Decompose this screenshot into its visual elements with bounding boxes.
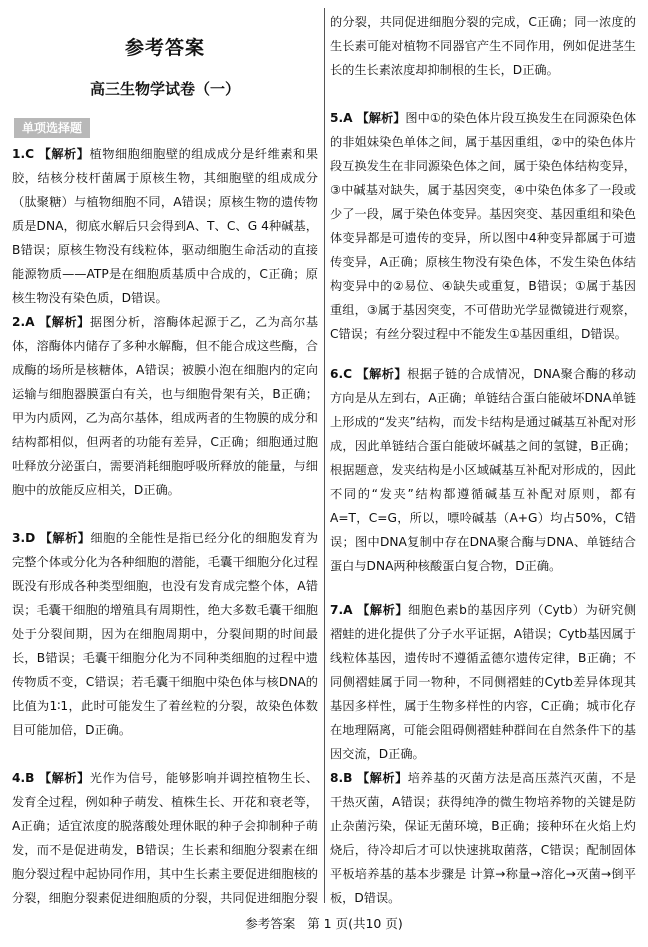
explanation-text: 植物细胞细胞壁的组成成分是纤维素和果胶，结核分枝杆菌属于原核生物，其细胞壁的组成成分（肽聚糖）与植物细胞不同，A错误；原核生物的遗传物质是DNA，彻底水解后只会得到A、T、C、G 4种碱基，B错误；原核生物没有线粒体，驱动细胞生命活动的直接能源物质——ATP是在细胞质基质中合成的，C正确；原核生物没有染色质，D错误。 <box>12 147 319 305</box>
explanation-text-continued: 的分裂，共同促进细胞分裂的完成，C正确；同一浓度的生长素可能对植物不同器官产生不同作用，例如促进茎生长的生长素浓度却抑制根的生长，D正确。 <box>330 15 636 77</box>
question-7: 7.A 【解析】细胞色素b的基因序列（Cytb）为研究侧褶蛙的进化提供了分子水平证据，A错误；Cytb基因属于线粒体基因，遗传时不遵循孟德尔遗传定律，B正确；不同侧褶蛙属于同一物种，不同侧褶蛙的Cytb差异体现其基因多样性，属于生物多样性的内容，C正确；城市化存在地理隔离，可能会阻碍侧褶蛙种群间在自然条件下的基因交流，D正确。 <box>330 603 637 761</box>
explanation-text: 据图分析，溶酶体起源于乙，乙为高尔基体，溶酶体内储存了多种水解酶，但不能合成这些酶，合成酶的场所是核糖体，A错误；被膜小泡在细胞内的定向运输与细胞器膜蛋白有关，也与细胞骨架有关，B正确；甲为内质网，乙为高尔基体，组成两者的生物膜的成分和结构都相似，但两者的功能有差异，C正确；细胞通过胞吐释放分泌蛋白，需要消耗细胞呼吸所释放的能量，与细胞中的放能反应相关，D正确。 <box>12 315 319 497</box>
question-8: 8.B 【解析】培养基的灭菌方法是高压蒸汽灭菌，不是干热灭菌，A错误；获得纯净的微生物培养物的关键是防止杂菌污染，保证无菌环境，B正确；接种环在火焰上灼烧后，待冷却后才可以快速挑取菌落，C错误；配制固体平板培养基的基本步骤是 计算→称量→溶化→灭菌→倒平板，D错误。 <box>330 771 637 905</box>
exam-subtitle: 高三生物学试卷（一） <box>89 80 240 98</box>
explanation-text: 培养基的灭菌方法是高压蒸汽灭菌，不是干热灭菌，A错误；获得纯净的微生物培养物的关键是防止杂菌污染，保证无菌环境，B正确；接种环在火焰上灼烧后，待冷却后才可以快速挑取菌落，C错误；配制固体平板培养基的基本步骤是 计算→称量→溶化→灭菌→倒平板，D错误。 <box>330 771 637 905</box>
question-3: 3.D 【解析】细胞的全能性是指已经分化的细胞发育为完整个体或分化为各种细胞的潜能，毛囊干细胞分化过程既没有形成各种类型细胞，也没有发育成完整个体，A错误；毛囊干细胞的增殖具有周期性，绝大多数毛囊干细胞处于分裂间期，因为在细胞周期中，分裂间期的时间最长，B错误；毛囊干细胞分化为不同种类细胞的过程中遗传物质不变，C错误；若毛囊干细胞中染色体与核DNA的比值为1∶1，此时可能发生了着丝粒的分裂，故染色体数目可能加倍，D正确。 <box>12 531 319 737</box>
column-divider <box>324 8 325 903</box>
page-number: 第 1 页(共10 页) <box>307 916 403 931</box>
footer-label: 参考答案 <box>245 916 296 931</box>
question-4-continued <box>330 10 636 82</box>
page-title: 参考答案 <box>124 37 205 59</box>
explanation-text: 图中①的染色体片段互换发生在同源染色体的非姐妹染色单体之间，属于基因重组，②中的染色体片段互换发生在非同源染色体之间，属于染色体结构变异，③中碱基对缺失，属于基因突变，④中染色体多了一段或少了一段，属于染色体变异。基因突变、基因重组和染色体变异都是可遗传的变异，所以图中4种变异都属于可遗传变异，A正确；原核生物没有染色体，不发生染色体结构变异中的②易位、④缺失或重复，B错误；①属于基因重组，③属于基因突变，不可借助光学显微镜进行观察，C错误；有丝分裂过程中不能发生①基因重组，D错误。 <box>330 111 637 341</box>
question-2: 2.A 【解析】据图分析，溶酶体起源于乙，乙为高尔基体，溶酶体内储存了多种水解酶，但不能合成这些酶，合成酶的场所是核糖体，A错误；被膜小泡在细胞内的定向运输与细胞器膜蛋白有关，也与细胞骨架有关，B正确；甲为内质网，乙为高尔基体，组成两者的生物膜的成分和结构都相似，但两者的功能有差异，C正确；细胞通过胞吐释放分泌蛋白，需要消耗细胞呼吸所释放的能量，与细胞中的放能反应相关，D正确。 <box>12 315 319 497</box>
section-label: 单项选择题 <box>14 118 90 138</box>
page-footer <box>0 915 648 933</box>
question-5: 5.A 【解析】图中①的染色体片段互换发生在同源染色体的非姐妹染色单体之间，属于基因重组，②中的染色体片段互换发生在非同源染色体之间，属于染色体结构变异，③中碱基对缺失，属于基因突变，④中染色体多了一段或少了一段，属于染色体变异。基因突变、基因重组和染色体变异都是可遗传的变异，所以图中4种变异都属于可遗传变异，A正确；原核生物没有染色体，不发生染色体结构变异中的②易位、④缺失或重复，B错误；①属于基因重组，③属于基因突变，不可借助光学显微镜进行观察，C错误；有丝分裂过程中不能发生①基因重组，D错误。 <box>330 111 637 341</box>
question-1: 1.C 【解析】植物细胞细胞壁的组成成分是纤维素和果胶，结核分枝杆菌属于原核生物，其细胞壁的组成成分（肽聚糖）与植物细胞不同，A错误；原核生物的遗传物质是DNA，彻底水解后只会得到A、T、C、G 4种碱基，B错误；原核生物没有线粒体，驱动细胞生命活动的直接能源物质——ATP是在细胞质基质中合成的，C正确；原核生物没有染色质，D错误。 <box>12 147 319 305</box>
explanation-text: 根据子链的合成情况，DNA聚合酶的移动方向是从左到右，A正确；单链结合蛋白能破坏DNA单链上形成的“发夹”结构，而发卡结构是通过碱基互补配对形成，因此单链结合蛋白能破坏碱基之间的氢键，B正确；根据题意，发夹结构是小区域碱基互补配对形成的，因此不同的“发夹”结构都遵循碱基互补配对原则，都有A=T，C=G，所以，嘌呤碱基（A+G）均占50%，C错误；图中DNA复制中存在DNA聚合酶与DNA、单链结合蛋白与DNA两种核酸蛋白复合物，D正确。 <box>330 367 637 573</box>
question-4: 4.B 【解析】光作为信号，能够影响并调控植物生长、发育全过程，例如种子萌发、植株生长、开花和衰老等，A正确；适宜浓度的脱落酸处理休眠的种子会抑制种子萌发，而不是促进萌发，B错误；生长素和细胞分裂素在细胞分裂过程中起协同作用，其中生长素主要促进细胞核的分裂，细胞分裂素促进细胞质的分裂，共同促进细胞分裂 <box>12 766 318 910</box>
explanation-text: 细胞色素b的基因序列（Cytb）为研究侧褶蛙的进化提供了分子水平证据，A错误；Cytb基因属于线粒体基因，遗传时不遵循孟德尔遗传定律，B正确；不同侧褶蛙属于同一物种，不同侧褶蛙的Cytb差异体现其基因多样性，属于生物多样性的内容，C正确；城市化存在地理隔离，可能会阻碍侧褶蛙种群间在自然条件下的基因交流，D正确。 <box>330 603 637 761</box>
question-6: 6.C 【解析】根据子链的合成情况，DNA聚合酶的移动方向是从左到右，A正确；单链结合蛋白能破坏DNA单链上形成的“发夹”结构，而发卡结构是通过碱基互补配对形成，因此单链结合蛋白能破坏碱基之间的氢键，B正确；根据题意，发夹结构是小区域碱基互补配对形成的，因此不同的“发夹”结构都遵循碱基互补配对原则，都有A=T，C=G，所以，嘌呤碱基（A+G）均占50%，C错误；图中DNA复制中存在DNA聚合酶与DNA、单链结合蛋白与DNA两种核酸蛋白复合物，D正确。 <box>330 367 637 573</box>
explanation-text: 细胞的全能性是指已经分化的细胞发育为完整个体或分化为各种细胞的潜能，毛囊干细胞分化过程既没有形成各种类型细胞，也没有发育成完整个体，A错误；毛囊干细胞的增殖具有周期性，绝大多数毛囊干细胞处于分裂间期，因为在细胞周期中，分裂间期的时间最长，B错误；毛囊干细胞分化为不同种类细胞的过程中遗传物质不变，C错误；若毛囊干细胞中染色体与核DNA的比值为1∶1，此时可能发生了着丝粒的分裂，故染色体数目可能加倍，D正确。 <box>12 531 319 737</box>
explanation-text: 光作为信号，能够影响并调控植物生长、发育全过程，例如种子萌发、植株生长、开花和衰老等，A正确；适宜浓度的脱落酸处理休眠的种子会抑制种子萌发，而不是促进萌发，B错误；生长素和细胞分裂素在细胞分裂过程中起协同作用，其中生长素主要促进细胞核的分裂，细胞分裂素促进细胞质的分裂，共同促进细胞分裂 <box>12 771 318 905</box>
